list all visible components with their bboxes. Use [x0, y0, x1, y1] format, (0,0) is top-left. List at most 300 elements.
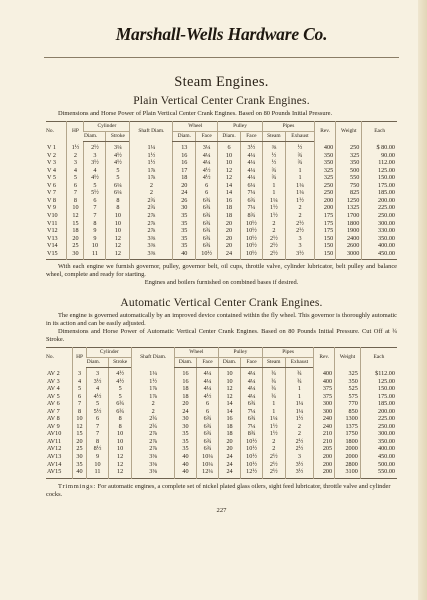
table-cell: 2½	[262, 461, 285, 469]
table-cell: 6¾	[240, 197, 262, 205]
table-row	[46, 204, 397, 212]
table-cell: 8	[72, 408, 86, 416]
table-cell: 400	[314, 367, 335, 377]
col-pulley-diam: Diam.	[218, 357, 240, 367]
col-hp: HP	[67, 122, 84, 142]
table-cell: 6¾	[241, 415, 263, 423]
table-cell: 18	[218, 430, 240, 438]
table-cell: AV 2	[47, 369, 60, 377]
table-cell: AV14	[47, 460, 62, 468]
table-cell: 3	[67, 159, 84, 167]
table-cell: 12	[218, 385, 240, 393]
table-cell: 6	[197, 408, 219, 416]
table-cell: 7¼	[240, 204, 262, 212]
table-cell: 3½	[84, 159, 106, 167]
table-cell: ¾	[285, 367, 314, 377]
table-row	[46, 220, 397, 228]
table-cell: 9	[84, 227, 106, 235]
table-cell: 18	[173, 174, 196, 182]
trimmings-text: For automatic engines, a complete set of nickel plated glass oilers, sight feed lubricator, throttle valve and cylinder cocks.	[46, 482, 391, 498]
table-cell: ¾	[262, 378, 285, 386]
col-cyl-diam: Diam.	[84, 132, 106, 142]
table-cell: 300	[314, 400, 335, 408]
table-cell: 6¼	[240, 182, 262, 190]
table-cell: 12	[108, 453, 132, 461]
col-pulley-diam: Diam.	[218, 132, 241, 142]
col-shaft-diam: Shaft Diam.	[130, 122, 173, 142]
table-cell: 8	[87, 438, 109, 446]
col-wheel-diam: Diam.	[174, 357, 196, 367]
table-cell: 4	[84, 167, 106, 175]
col-no: No.	[46, 354, 54, 361]
table-cell: V10	[47, 212, 58, 220]
table-cell: 10	[87, 461, 109, 469]
table-cell: 12	[218, 393, 240, 401]
table-cell: 200	[314, 461, 335, 469]
table-cell: 5½	[87, 408, 109, 416]
table-cell: 18	[67, 227, 84, 235]
col-pulley: Pulley	[218, 122, 263, 132]
plain-notes	[46, 263, 397, 287]
col-wheel-face: Face	[196, 132, 218, 142]
table-cell: 1½	[132, 378, 174, 386]
table-cell: ¾	[262, 174, 285, 182]
table-cell: 2400	[336, 235, 362, 243]
table-cell: 25	[72, 445, 86, 453]
table-cell: 1¼	[285, 408, 314, 416]
table-cell: 12¼	[197, 468, 219, 478]
table-cell: 12	[218, 167, 241, 175]
table-cell: 25	[67, 242, 84, 250]
table-cell: 325	[315, 174, 336, 182]
table-cell: 13	[173, 142, 196, 152]
table-cell: 20	[174, 400, 196, 408]
table-cell: 325	[315, 167, 336, 175]
table-cell: 450.00	[360, 453, 397, 461]
table-cell: 1½	[262, 423, 285, 431]
table-cell: 4½	[197, 393, 219, 401]
table-cell: 2½	[285, 227, 314, 235]
table-cell: 10	[218, 367, 240, 377]
table-cell: V 1	[47, 143, 56, 151]
table-cell: 17	[173, 167, 196, 175]
table-cell: 2½	[262, 468, 285, 478]
table-cell: 3⅜	[130, 235, 173, 243]
table-cell: 20	[218, 220, 241, 228]
table-cell: 400.00	[360, 445, 397, 453]
table-cell: 1⅞	[132, 385, 174, 393]
table-cell: 1800	[336, 220, 362, 228]
table-cell: 12	[67, 212, 84, 220]
table-cell: 10	[108, 430, 132, 438]
table-cell: 10	[106, 220, 130, 228]
table-cell: 4½	[108, 378, 132, 386]
table-cell: 20	[218, 227, 241, 235]
table-cell: 35	[173, 212, 196, 220]
table-cell: 2¾	[132, 423, 174, 431]
table-cell: 6	[87, 415, 109, 423]
table-cell: 40	[174, 468, 196, 478]
table-cell: V14	[47, 242, 58, 250]
col-pulley-face: Face	[241, 357, 263, 367]
table-cell: ¾	[285, 152, 314, 160]
table-cell: 6	[72, 393, 86, 401]
table-row	[46, 393, 397, 401]
table-cell: 1	[262, 189, 285, 197]
table-cell: ½	[285, 142, 314, 152]
table-cell: 3100	[335, 468, 361, 478]
col-pipes-exhaust: Exhaust	[285, 357, 314, 367]
table-cell: 4¼	[196, 159, 218, 167]
table-cell: 350.00	[360, 438, 397, 446]
table-cell: 4½	[106, 152, 130, 160]
table-cell: ¾	[285, 378, 314, 386]
table-cell: 5	[108, 385, 132, 393]
table-cell: 2¾	[130, 204, 173, 212]
table-cell: 325	[336, 152, 362, 160]
col-pipes-exhaust: Exhaust	[285, 132, 314, 142]
table-cell: 185.00	[362, 189, 397, 197]
table-cell: 8	[106, 204, 130, 212]
table-cell: V 5	[47, 174, 56, 182]
table-cell: 10½	[241, 445, 263, 453]
table-cell: 2	[285, 430, 314, 438]
table-cell: 210	[314, 438, 335, 446]
table-cell: 15	[67, 220, 84, 228]
table-cell: 6¾	[197, 415, 219, 423]
table-cell: AV12	[47, 445, 62, 453]
table-cell: AV 9	[47, 422, 60, 430]
table-cell: 175	[315, 227, 336, 235]
table-cell: 2600	[336, 242, 362, 250]
table-cell: 4	[67, 167, 84, 175]
table-cell: 200.00	[362, 197, 397, 205]
table-cell: 2¾	[132, 415, 174, 423]
table-cell: 2	[285, 212, 314, 220]
table-cell: 10½	[240, 220, 262, 228]
table-cell: 1	[285, 393, 314, 401]
table-cell: AV 4	[47, 385, 60, 393]
table-cell: ¾	[262, 367, 285, 377]
table-cell: 15	[72, 430, 86, 438]
table-cell: 10½	[240, 227, 262, 235]
table-cell: 16	[173, 159, 196, 167]
table-row	[46, 227, 397, 235]
table-cell: 4½	[106, 159, 130, 167]
table-cell: 6¼	[106, 182, 130, 190]
table-cell: 14	[218, 189, 241, 197]
table-cell: 14	[218, 408, 240, 416]
auto-engines-table	[46, 347, 397, 479]
table-row	[46, 408, 397, 416]
table-cell: 4¼	[197, 367, 219, 377]
table-cell: 35	[173, 235, 196, 243]
table-cell: 2⅞	[132, 438, 174, 446]
table-cell: 150	[315, 250, 336, 260]
table-row	[46, 235, 397, 243]
table-cell: 20	[218, 438, 240, 446]
table-cell: 4½	[87, 393, 109, 401]
table-cell: 6¾	[196, 235, 218, 243]
col-pipes: Pipes	[262, 122, 314, 132]
page-number: 227	[216, 506, 227, 514]
table-cell: 40	[174, 453, 196, 461]
table-cell: 185.00	[360, 400, 397, 408]
table-row	[46, 174, 397, 182]
table-cell: 1250	[336, 197, 362, 205]
table-row	[46, 250, 397, 260]
table-cell: 8	[67, 197, 84, 205]
table-cell: 1325	[336, 204, 362, 212]
table-cell: 2000	[335, 445, 361, 453]
table-cell: 3⅜	[130, 242, 173, 250]
col-hp: HP	[72, 347, 86, 367]
table-cell: 18	[218, 212, 241, 220]
table-cell: 400	[314, 378, 335, 386]
table-cell: 175	[315, 212, 336, 220]
table-cell: 2	[262, 445, 285, 453]
table-cell: 4½	[84, 174, 106, 182]
plain-engines-title: Plain Vertical Center Crank Engines.	[133, 95, 310, 107]
table-row	[46, 415, 397, 423]
col-pulley-face: Face	[240, 132, 262, 142]
table-cell: 1¼	[262, 415, 285, 423]
table-cell: 4½	[196, 174, 218, 182]
table-cell: 325	[335, 367, 361, 377]
table-cell: 4	[87, 385, 109, 393]
table-cell: 1	[262, 182, 285, 190]
table-cell: AV 6	[47, 400, 60, 408]
table-cell: 1	[285, 174, 314, 182]
table-row	[46, 400, 397, 408]
table-cell: 6¾	[196, 212, 218, 220]
auto-intro-governor: The engine is governed automatically by an improved device contained within the fly wheel. This governor is thoroughly automatic in its action and can be easily adjusted.	[46, 311, 397, 327]
table-cell: 112.00	[362, 159, 397, 167]
table-cell: 1½	[285, 415, 314, 423]
table-cell: 300.00	[362, 220, 397, 228]
table-cell: 2	[285, 423, 314, 431]
table-cell: 4¼	[241, 378, 263, 386]
table-cell: 40	[72, 468, 86, 478]
table-cell: 1	[285, 385, 314, 393]
table-cell: 10¼	[197, 461, 219, 469]
table-cell: 5	[72, 385, 86, 393]
table-cell: 350	[336, 159, 362, 167]
table-cell: 1½	[262, 212, 285, 220]
table-cell: 10½	[240, 242, 262, 250]
table-cell: 16	[174, 378, 196, 386]
table-cell: V 6	[47, 181, 56, 189]
col-wheel-face: Face	[197, 357, 219, 367]
table-cell: 6	[196, 182, 218, 190]
table-cell: 4¼	[241, 367, 263, 377]
table-row	[46, 445, 397, 453]
table-cell: 12	[106, 242, 130, 250]
table-row	[46, 182, 397, 190]
table-cell: 20	[67, 235, 84, 243]
table-cell: 1¼	[285, 400, 314, 408]
table-cell: 4¼	[196, 152, 218, 160]
table-cell: 35	[173, 242, 196, 250]
table-cell: 2¾	[130, 197, 173, 205]
table-cell: 11	[87, 468, 109, 478]
table-cell: AV 7	[47, 407, 60, 415]
table-cell: 3¼	[106, 142, 130, 152]
table-cell: 1	[285, 167, 314, 175]
col-rev: Rev.	[314, 347, 335, 367]
table-row	[46, 423, 397, 431]
table-cell: 10	[72, 415, 86, 423]
table-row	[46, 142, 397, 152]
table-cell: 8¾	[241, 430, 263, 438]
table-cell: 4	[72, 378, 86, 386]
table-cell: 2	[67, 152, 84, 160]
table-cell: 250.00	[360, 423, 397, 431]
table-cell: 10	[84, 242, 106, 250]
table-cell: 1900	[336, 227, 362, 235]
table-row	[46, 212, 397, 220]
page-header: Marshall-Wells Hardware Co.	[115, 24, 328, 44]
table-cell: AV 3	[47, 377, 60, 385]
col-wheel: Wheel	[173, 122, 218, 132]
table-cell: 11	[84, 250, 106, 260]
table-cell: 20	[72, 438, 86, 446]
table-cell: 10½	[241, 438, 263, 446]
col-pipes-steam: Steam	[262, 132, 285, 142]
table-cell: 30	[67, 250, 84, 260]
table-cell: 200	[314, 453, 335, 461]
table-row	[46, 189, 397, 197]
table-cell: 4¼	[240, 167, 262, 175]
table-cell: 1	[262, 408, 285, 416]
table-cell: 35	[72, 461, 86, 469]
table-cell: 10½	[241, 461, 263, 469]
table-cell: 3000	[336, 250, 362, 260]
table-cell: 6¾	[196, 220, 218, 228]
table-cell: 6¾	[197, 438, 219, 446]
auto-intro	[46, 312, 397, 344]
table-cell: 1¼	[132, 367, 174, 377]
table-cell: 12	[72, 423, 86, 431]
table-cell: 6¾	[241, 400, 263, 408]
table-cell: 1700	[336, 212, 362, 220]
table-cell: 350	[315, 159, 336, 167]
table-cell: 5	[108, 393, 132, 401]
table-cell: V 8	[47, 196, 56, 204]
table-cell: 1¼	[130, 142, 173, 152]
table-cell: 4½	[196, 167, 218, 175]
table-cell: 300.00	[360, 430, 397, 438]
table-cell: 150.00	[362, 174, 397, 182]
table-row	[46, 197, 397, 205]
table-cell: ¾	[285, 159, 314, 167]
table-cell: 200.00	[360, 408, 397, 416]
table-cell: 3	[285, 235, 314, 243]
table-cell: AV11	[47, 437, 62, 445]
table-cell: 35	[173, 220, 196, 228]
table-cell: 6¾	[196, 197, 218, 205]
table-cell: 16	[174, 367, 196, 377]
table-cell: 40	[174, 461, 196, 469]
table-cell: 2½	[262, 242, 285, 250]
table-cell: 14	[218, 400, 240, 408]
table-cell: 525	[335, 385, 361, 393]
trimmings-note	[46, 483, 397, 499]
table-cell: 3	[87, 367, 109, 377]
table-cell: 6¾	[196, 204, 218, 212]
table-row	[46, 242, 397, 250]
table-cell: 10½	[241, 453, 263, 461]
table-row	[46, 367, 397, 377]
table-cell: 200	[315, 197, 336, 205]
table-cell: 330.00	[362, 227, 397, 235]
table-cell: V 7	[47, 189, 56, 197]
table-cell: 6	[218, 142, 241, 152]
table-cell: 6¾	[108, 400, 132, 408]
table-cell: AV 5	[47, 392, 60, 400]
table-cell: 4¼	[240, 159, 262, 167]
table-cell: 24	[173, 189, 196, 197]
table-cell: 12	[108, 468, 132, 478]
table-cell: 2⅞	[130, 227, 173, 235]
table-cell: 300	[314, 408, 335, 416]
table-cell: 3½	[285, 250, 314, 260]
table-cell: 35	[174, 445, 196, 453]
table-cell: 5	[106, 174, 130, 182]
col-weight: Weight	[335, 347, 361, 367]
table-cell: 18	[218, 423, 240, 431]
table-cell: 1¼	[285, 189, 314, 197]
table-cell: AV 8	[47, 415, 60, 423]
table-cell: 2	[132, 408, 174, 416]
table-cell: 3⅜	[132, 453, 174, 461]
table-cell: 6¾	[197, 430, 219, 438]
table-cell: 4¼	[240, 152, 262, 160]
table-cell: 250.00	[362, 212, 397, 220]
table-cell: 6¾	[197, 423, 219, 431]
table-cell: 8	[108, 423, 132, 431]
table-cell: 12½	[241, 468, 263, 478]
table-cell: 350	[335, 378, 361, 386]
table-cell: 6	[67, 182, 84, 190]
table-cell: 9	[87, 453, 109, 461]
table-cell: 225.00	[362, 204, 397, 212]
table-cell: 550.00	[360, 468, 397, 478]
table-cell: 9	[84, 235, 106, 243]
table-cell: 35	[174, 430, 196, 438]
auto-engines-title: Automatic Vertical Center Crank Engines.	[120, 296, 323, 309]
table-cell: 1⅞	[132, 393, 174, 401]
table-cell: 10	[67, 204, 84, 212]
table-cell: 1½	[130, 159, 173, 167]
table-cell: 8	[108, 415, 132, 423]
table-cell: 3½	[87, 378, 109, 386]
table-cell: 7	[72, 400, 86, 408]
table-cell: 1750	[335, 430, 361, 438]
table-cell: 240	[314, 415, 335, 423]
table-cell: 3	[285, 242, 314, 250]
table-cell: ½	[262, 152, 285, 160]
table-cell: 35	[173, 227, 196, 235]
table-cell: 12	[106, 235, 130, 243]
table-cell: 10	[218, 152, 241, 160]
col-wheel-diam: Diam.	[173, 132, 196, 142]
table-cell: 8½	[87, 445, 109, 453]
table-cell: 1¼	[262, 197, 285, 205]
table-cell: 90.00	[362, 152, 397, 160]
table-cell: V 3	[47, 159, 56, 167]
table-cell: 240	[314, 423, 335, 431]
